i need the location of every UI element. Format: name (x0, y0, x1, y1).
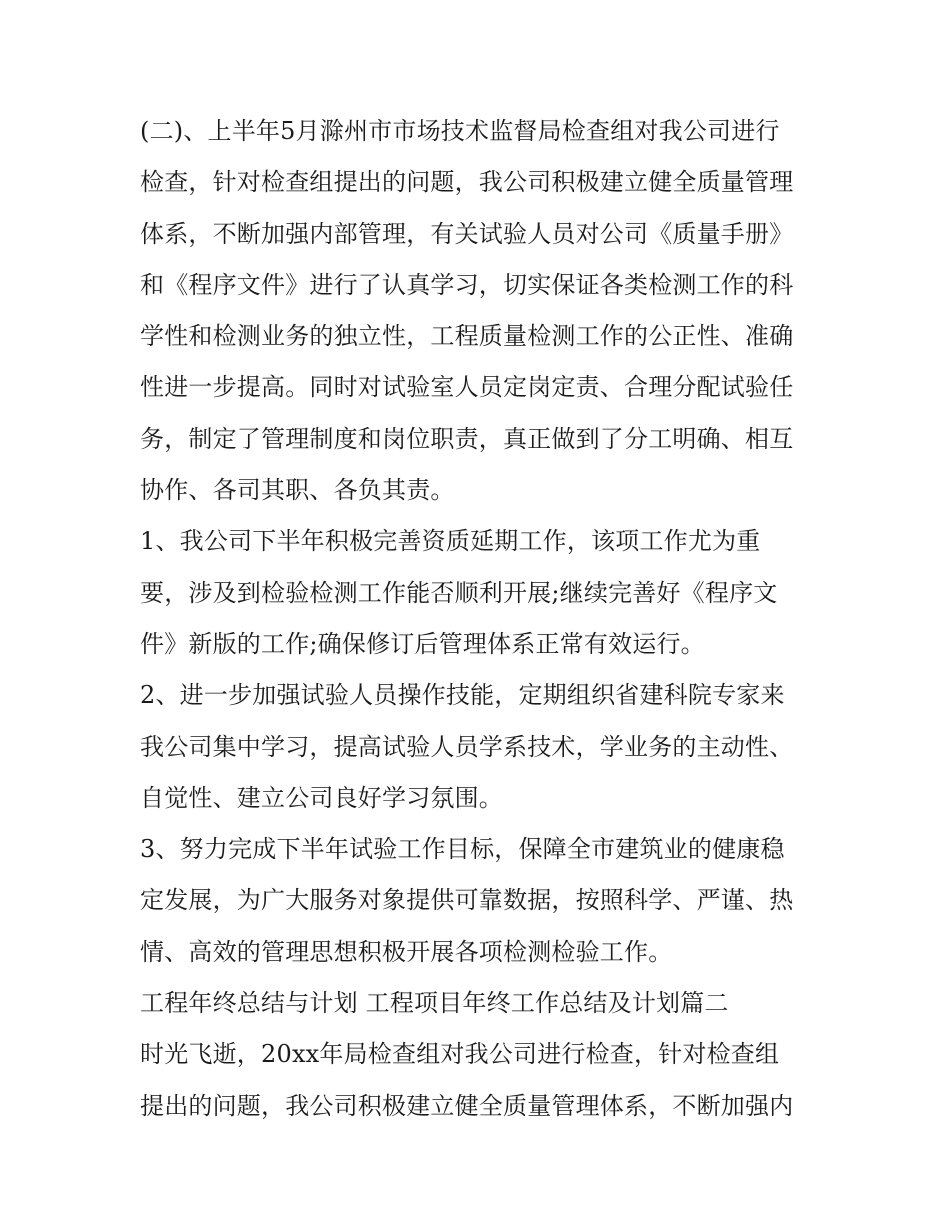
text-line: 2、进一步加强试验人员操作技能，定期组织省建科院专家来 (140, 681, 785, 710)
text-line: 定发展，为广大服务对象提供可靠数据，按照科学、严谨、热 (140, 886, 794, 915)
text-line: 和《程序文件》进行了认真学习，切实保证各类检测工作的科 (140, 270, 794, 299)
text-line: 性进一步提高。同时对试验室人员定岗定责、合理分配试验任 (140, 373, 794, 402)
text-line: 时光飞逝，20xx年局检查组对我公司进行检查，针对检查组 (140, 1040, 780, 1069)
text-line: 要，涉及到检验检测工作能否顺利开展;继续完善好《程序文 (140, 578, 778, 607)
text-line: 情、高效的管理思想积极开展各项检测检验工作。 (140, 937, 673, 966)
text-line: (二)、上半年5月滁州市市场技术监督局检查组对我公司进行 (140, 117, 780, 145)
document-body (140, 106, 820, 1132)
section-heading: 工程年终总结与计划 工程项目年终工作总结及计划篇二 (140, 989, 729, 1018)
text-line: 学性和检测业务的独立性，工程质量检测工作的公正性、准确 (140, 322, 794, 351)
text-line: 协作、各司其职、各负其责。 (140, 476, 455, 505)
text-line: 件》新版的工作;确保修订后管理体系正常有效运行。 (140, 629, 705, 658)
text-line: 检查，针对检查组提出的问题，我公司积极建立健全质量管理 (140, 168, 794, 197)
text-line: 1、我公司下半年积极完善资质延期工作，该项工作尤为重 (140, 527, 761, 556)
text-line: 务，制定了管理制度和岗位职责，真正做到了分工明确、相互 (140, 424, 794, 453)
text-line: 我公司集中学习，提高试验人员学系技术，学业务的主动性、 (140, 732, 794, 761)
text-line: 提出的问题，我公司积极建立健全质量管理体系，不断加强内 (140, 1091, 794, 1120)
text-line: 自觉性、建立公司良好学习氛围。 (140, 783, 503, 812)
text-line: 体系，不断加强内部管理，有关试验人员对公司《质量手册》 (140, 219, 794, 248)
text-line: 3、努力完成下半年试验工作目标，保障全市建筑业的健康稳 (140, 835, 785, 864)
